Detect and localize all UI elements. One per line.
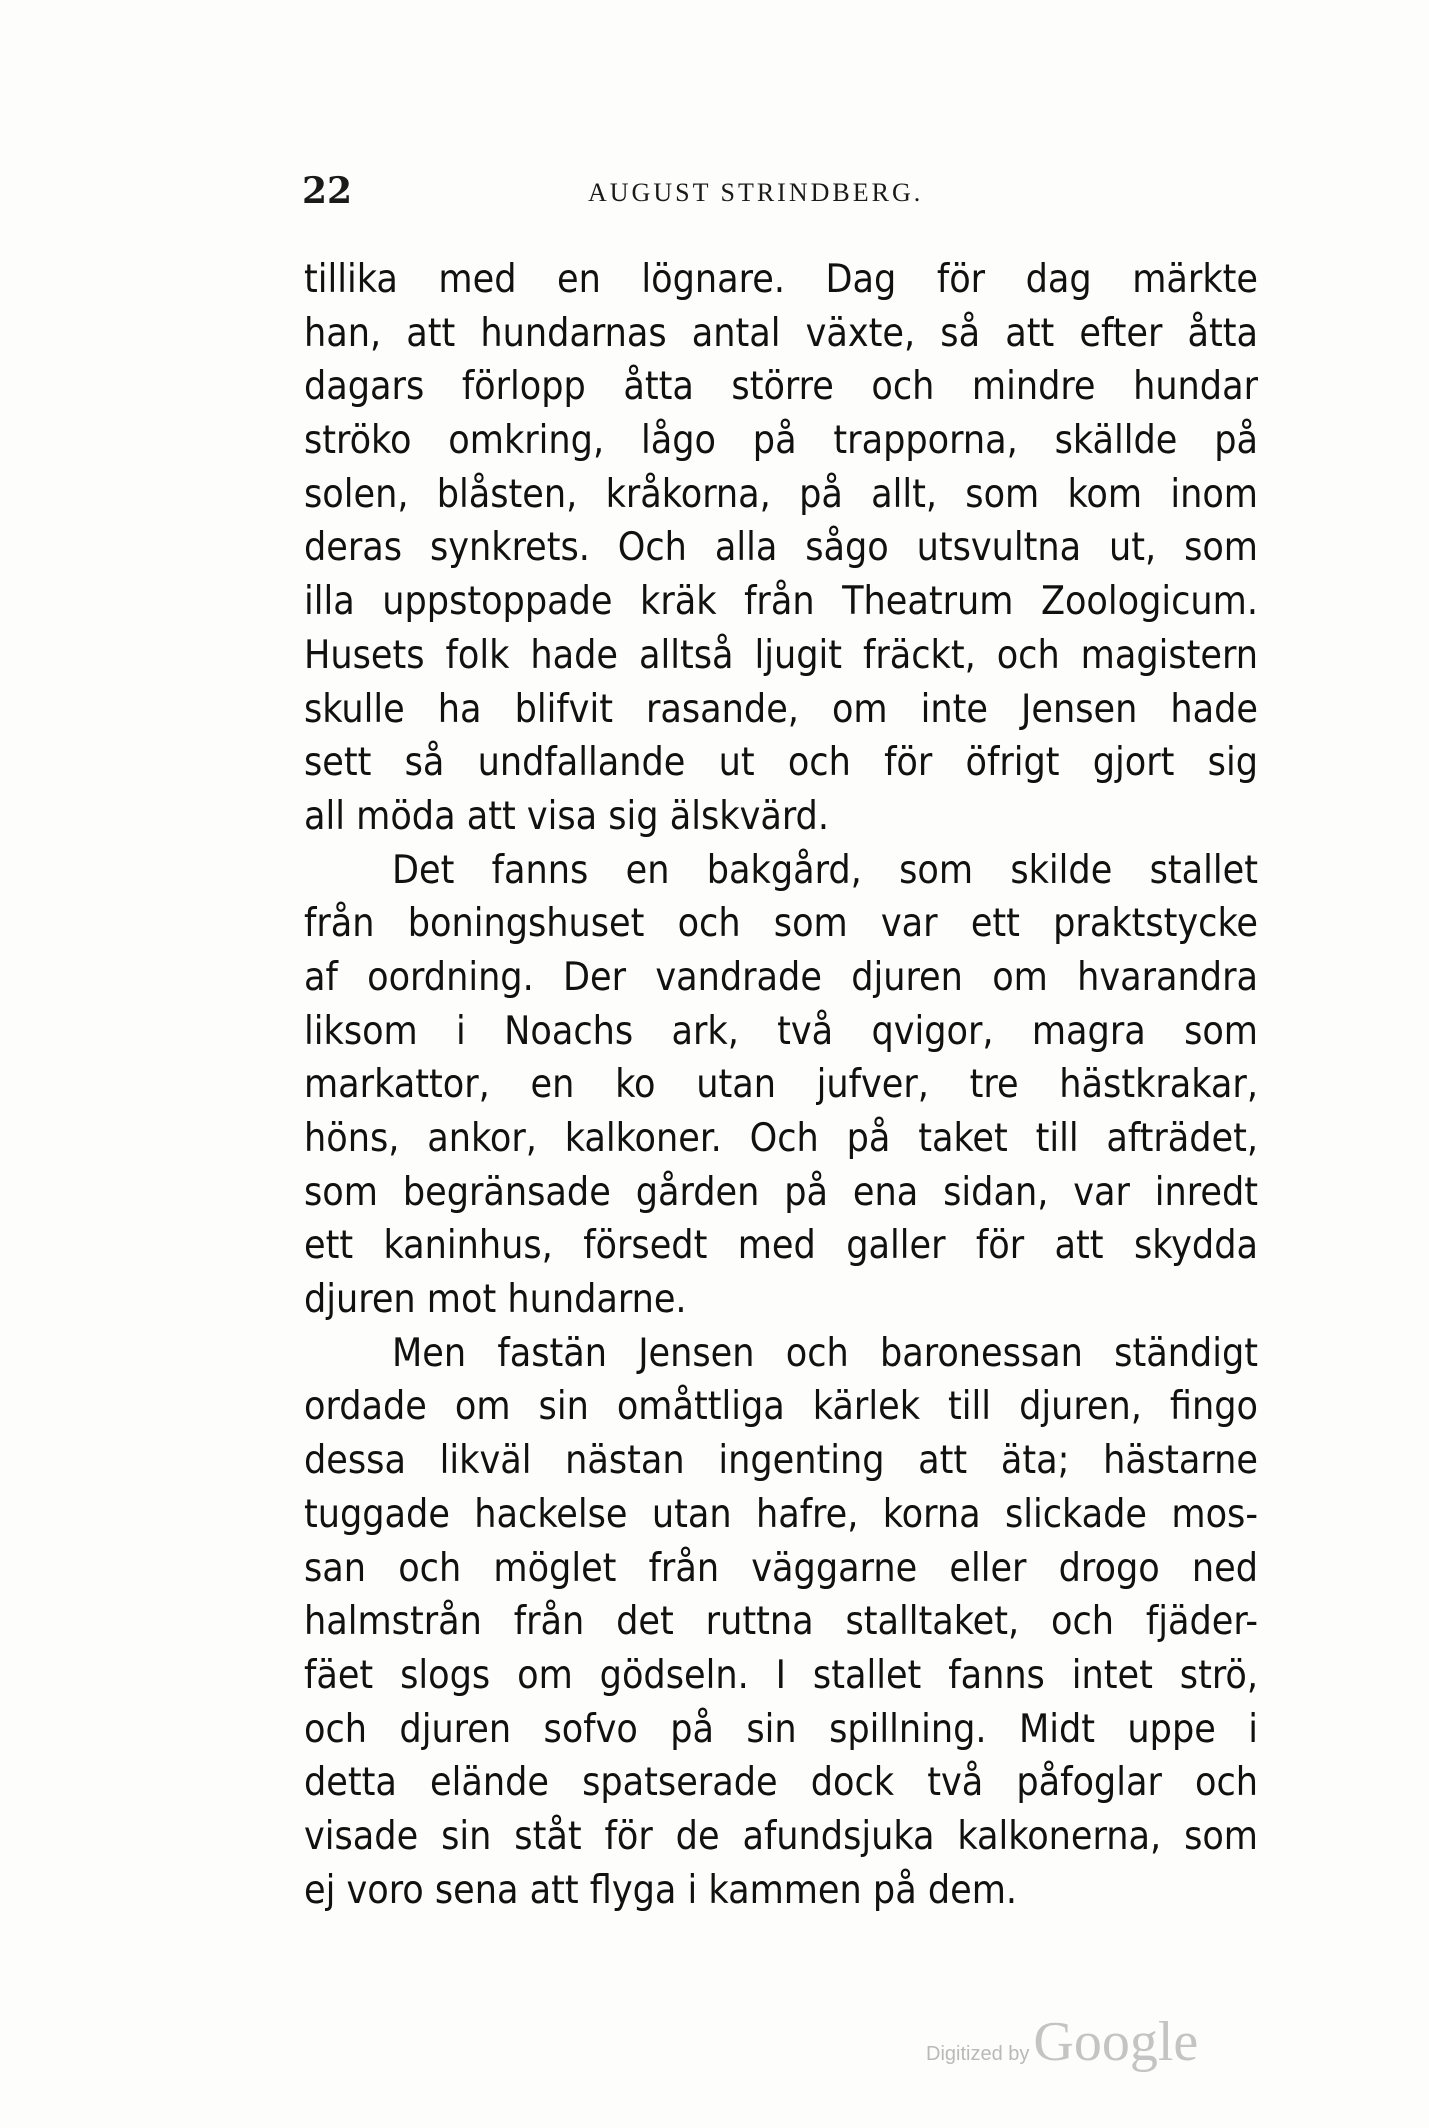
running-head: AUGUST STRINDBERG.: [588, 178, 924, 207]
text-line: ordade om sin omåttliga kärlek till djuren, fingo: [304, 1384, 1258, 1430]
body-text: [304, 253, 1258, 1917]
digitization-watermark: [926, 2010, 1198, 2074]
text-line: markattor, en ko utan jufver, tre hästkrakar,: [304, 1062, 1258, 1108]
text-line: af oordning. Der vandrade djuren om hvarandra: [304, 954, 1258, 1000]
text-line: dessa likväl nästan ingenting att äta; hästarne: [304, 1438, 1258, 1484]
text-line: djuren mot hundarne.: [304, 1277, 687, 1323]
text-line: Husets folk hade alltså ljugit fräckt, och magistern: [304, 632, 1258, 678]
watermark-brand: Google: [1033, 2011, 1199, 2073]
text-line: halmstrån från det ruttna stalltaket, och fjäder-: [304, 1599, 1258, 1645]
text-line: ströko omkring, lågo på trapporna, skällde på: [304, 418, 1258, 464]
text-line: och djuren sofvo på sin spillning. Midt uppe i: [304, 1706, 1258, 1752]
text-line: san och möglet från väggarne eller drogo ned: [304, 1545, 1258, 1591]
text-line: sett så undfallande ut och för öfrigt gjort sig: [304, 740, 1258, 786]
text-line: Men fastän Jensen och baronessan ständigt: [392, 1330, 1258, 1376]
text-line: som begränsade gården på ena sidan, var inredt: [304, 1169, 1258, 1215]
text-line: skulle ha blifvit rasande, om inte Jensen hade: [304, 686, 1258, 732]
text-line: tuggade hackelse utan hafre, korna slickade mos-: [304, 1491, 1258, 1537]
text-line: all möda att visa sig älskvärd.: [304, 793, 829, 839]
text-line: detta elände spatserade dock två påfoglar och: [304, 1760, 1258, 1806]
text-line: liksom i Noachs ark, två qvigor, magra som: [304, 1008, 1258, 1054]
text-line: fäet slogs om gödseln. I stallet fanns intet strö,: [304, 1652, 1258, 1698]
text-line: solen, blåsten, kråkorna, på allt, som kom inom: [304, 471, 1258, 517]
watermark-prefix: Digitized by: [926, 2043, 1030, 2065]
text-line: höns, ankor, kalkoner. Och på taket till afträdet,: [304, 1116, 1258, 1161]
text-line: visade sin ståt för de afundsjuka kalkonerna, som: [304, 1813, 1258, 1859]
text-line: ej voro sena att flyga i kammen på dem.: [304, 1867, 1018, 1913]
text-line: ett kaninhus, försedt med galler för att skydda: [304, 1223, 1258, 1269]
text-line: han, att hundarnas antal växte, så att efter åtta: [304, 310, 1258, 356]
text-line: Det fanns en bakgård, som skilde stallet: [392, 847, 1258, 893]
text-line: deras synkrets. Och alla sågo utsvultna ut, som: [304, 525, 1258, 571]
text-line: illa uppstoppade kräk från Theatrum Zoologicum.: [304, 579, 1258, 625]
text-line: tillika med en lögnare. Dag för dag märkte: [304, 257, 1258, 302]
page-header: [302, 166, 982, 216]
text-line: från boningshuset och som var ett praktstycke: [304, 901, 1258, 947]
page-number: 22: [302, 170, 353, 212]
text-line: dagars förlopp åtta större och mindre hundar: [304, 364, 1258, 410]
